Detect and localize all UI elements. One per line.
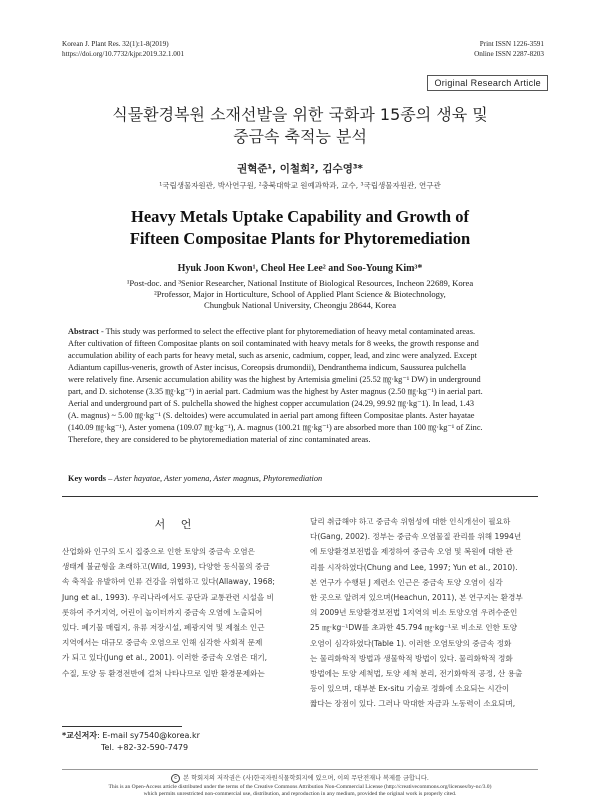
text-line: 방법에는 토양 세척법, 토양 세척 분리, 전기화학적 공정, 산 용출 [310, 669, 523, 679]
abstract-line: After cultivation of fifteen Compositae plants on soil contaminated with heavy metals for 8 weeks, the growth response and [68, 339, 479, 348]
keywords-list: – Aster hayatae, Aster yomena, Aster magnus, Phytoremediation [108, 474, 323, 483]
abstract-line: Therefore, they are considered to be phytoremediation material of zinc contaminated areas. [68, 435, 371, 444]
abstract-line: Aerial and underground part of S. pulchella showed the highest copper accumulation (24.29, 99.92 ㎎·kg⁻1). In lead, 1.43 [68, 399, 475, 408]
text-line: 지역에서는 대규모 중금속 오염으로 인해 심각한 사회적 문제 [62, 638, 263, 648]
print-issn: Print ISSN 1226-3591 [479, 40, 544, 48]
text-line: 짧다는 장점이 있다. 그러나 막대한 자금과 노동력이 소요되며, [310, 699, 516, 709]
text-line: 수질, 토양 등 환경전반에 걸쳐 나타나므로 일반 환경문제와는 [62, 668, 265, 678]
text-line: 는 물리화학적 방법과 생물학적 방법이 있다. 물리화학적 정화 [310, 653, 513, 663]
license-text-line2: which permits unrestricted non-commercial use, distribution, and reproduction in any medium, provided the original work is properly cited. [143, 791, 457, 797]
copyright-korean: c 본 학회지의 저작권은 (사)한국자원식물학회지에 있으며, 이의 무단전재나 복제를 금합니다. [0, 773, 600, 783]
divider [62, 496, 538, 497]
text-line: 산업화와 인구의 도시 집중으로 인한 토양의 중금속 오염은 [62, 547, 255, 556]
footer-divider [62, 769, 538, 770]
left-column-text [62, 544, 296, 681]
article-type-badge: Original Research Article [427, 75, 548, 91]
abstract-line: (140.09 ㎎·kg⁻¹), Aster yomena (109.07 ㎎·kg⁻¹), A. magnus (100.21 ㎎·kg⁻¹) are absorbed more than 100 ㎎·kg⁻¹ of Zinc. [68, 423, 483, 432]
abstract-line: (A. magnus) ~ 5.00 ㎎·kg⁻¹ (S. deltoides) were accumulated in aerial part among fifteen Compositae plants. Aster hayatae [68, 411, 475, 420]
text-line: 가 되고 있다(Jung et al., 2001). 이러한 중금속 오염은 대기, [62, 653, 268, 663]
footnote-divider [62, 726, 182, 727]
text-line: 있다. 폐기물 매립지, 유류 저장시설, 폐광지역 및 제철소 인근 [62, 623, 265, 633]
abstract-label: Abstract [68, 327, 99, 336]
title-english-line1: Heavy Metals Uptake Capability and Growth of [131, 207, 469, 226]
text-line: Jung et al., 1993). 우리나라에서도 공단과 교통관련 시설을 비 [62, 592, 274, 602]
section-title-introduction: 서 언 [154, 518, 198, 531]
keywords-label: Key words [68, 474, 107, 483]
corresponding-email[interactable]: : E-mail sy7540@korea.kr [97, 731, 200, 740]
text-line: 등이 있으며, 대부분 Ex-situ 기술로 정화에 소요되는 시간이 [310, 684, 510, 694]
abstract-line: Adiantum capillus-veneris, growth of Aster incisus, Coreopsis drumondii), Dendranthema indicum, Saussurea pulchella [68, 363, 466, 372]
doi-link[interactable]: https://doi.org/10.7732/kjpr.2019.32.1.001 [62, 50, 185, 58]
corresponding-label: *교신저자 [62, 731, 98, 740]
text-line: 롯하여 주거지역, 어린이 놀이터까지 중금속 오염에 노출되어 [62, 607, 263, 617]
abstract-line: part, and D. sichotense (3.35 ㎎·kg⁻¹) in aerial part. Cadmium was the highest by Aster magnus (2.50 ㎎·kg⁻¹) in aerial part. [68, 387, 483, 396]
abstract-line: Abstract - This study was performed to select the effective plant for phytoremediation of heavy metal contaminated areas. [68, 327, 476, 336]
corresponding-author [62, 730, 200, 742]
text-line: 생태계 불균형을 초래하고(Wild, 1993), 다양한 동식물의 중금 [62, 562, 270, 572]
text-line: 한 곳으로 알려져 있으며(Heachun, 2011), 본 연구지는 환경부 [310, 593, 523, 603]
online-issn: Online ISSN 2287-8203 [474, 50, 544, 58]
abstract-line: accumulation ability of each parts for heavy metal, such as arsenic, cadmium, copper, lead, and zinc were analyzed. Except [68, 351, 477, 360]
text-line: 본 연구가 수행된 J 제련소 인근은 중금속 토양 오염이 심각 [310, 577, 503, 587]
authors-english: Hyuk Joon Kwon¹, Cheol Hee Lee² and Soo-Young Kim³* [177, 263, 423, 274]
title-korean-line2: 중금속 축적능 분석 [233, 127, 367, 146]
right-column-text [310, 514, 542, 712]
authors-korean: 권혁준¹, 이철희², 김수영³* [237, 163, 363, 175]
affiliations-korean: ¹국립생물자원관, 박사연구원, ²충북대학교 원예과학과, 교수, ³국립생물자원관, 연구관 [159, 181, 441, 190]
license-text-line1: This is an Open-Access article distributed under the terms of the Creative Commons Attribution Non-Commercial License (http://creativecommons.org/licenses/by-nc/3.0) [108, 784, 492, 790]
text-line: 의 2009년 토양환경보전법 1지역의 비소 토양오염 우려수준인 [310, 608, 518, 618]
title-korean-line1: 식물환경복원 소재선발을 위한 국화과 15종의 생육 및 [112, 105, 488, 124]
affiliation-english-2: ²Professor, Major in Horticulture, School of Applied Plant Science & Biotechnology, [154, 289, 446, 299]
corresponding-tel: Tel. +82-32-590-7479 [101, 743, 189, 752]
text-line: 속 축적을 유발하여 인류 건강을 위협하고 있다(Allaway, 1968; [62, 577, 275, 587]
text-line: 25 ㎎·kg⁻¹DW를 초과한 45.794 ㎎·kg⁻¹로 비소로 인한 토양 [310, 623, 518, 633]
journal-citation: Korean J. Plant Res. 32(1):1-8(2019) [62, 40, 169, 48]
text-line: 에 토양환경보전법을 제정하여 중금속 오염 및 복원에 대한 관 [310, 547, 513, 557]
text-line: 달리 취급해야 하고 중금속 위험성에 대한 인식개선이 필요하 [310, 517, 511, 526]
text-line: 리를 시작하였다(Chung and Lee, 1997; Yun et al., 2010). [310, 562, 518, 572]
text-line: 오염이 심각하였다(Table 1). 이러한 오염토양의 중금속 정화 [310, 638, 512, 648]
text-line: 다(Gang, 2002). 정부는 중금속 오염물질 관리를 위해 1994년 [310, 532, 522, 542]
abstract-block [68, 326, 534, 446]
affiliation-english-3: Chungbuk National University, Cheongju 28644, Korea [203, 300, 397, 310]
title-english-line2: Fifteen Compositae Plants for Phytoremediation [129, 229, 471, 248]
keywords [68, 474, 322, 483]
abstract-line: were relatively fine. Arsenic accumulation ability was the highest by Artemisia gmelini (25.52 ㎎·kg⁻¹ DW) in underground [68, 375, 481, 384]
affiliation-english-1: ¹Post-doc. and ³Senior Researcher, National Institute of Biological Resources, Incheon 22689, Korea [126, 278, 474, 288]
copyright-icon: c [171, 774, 180, 783]
